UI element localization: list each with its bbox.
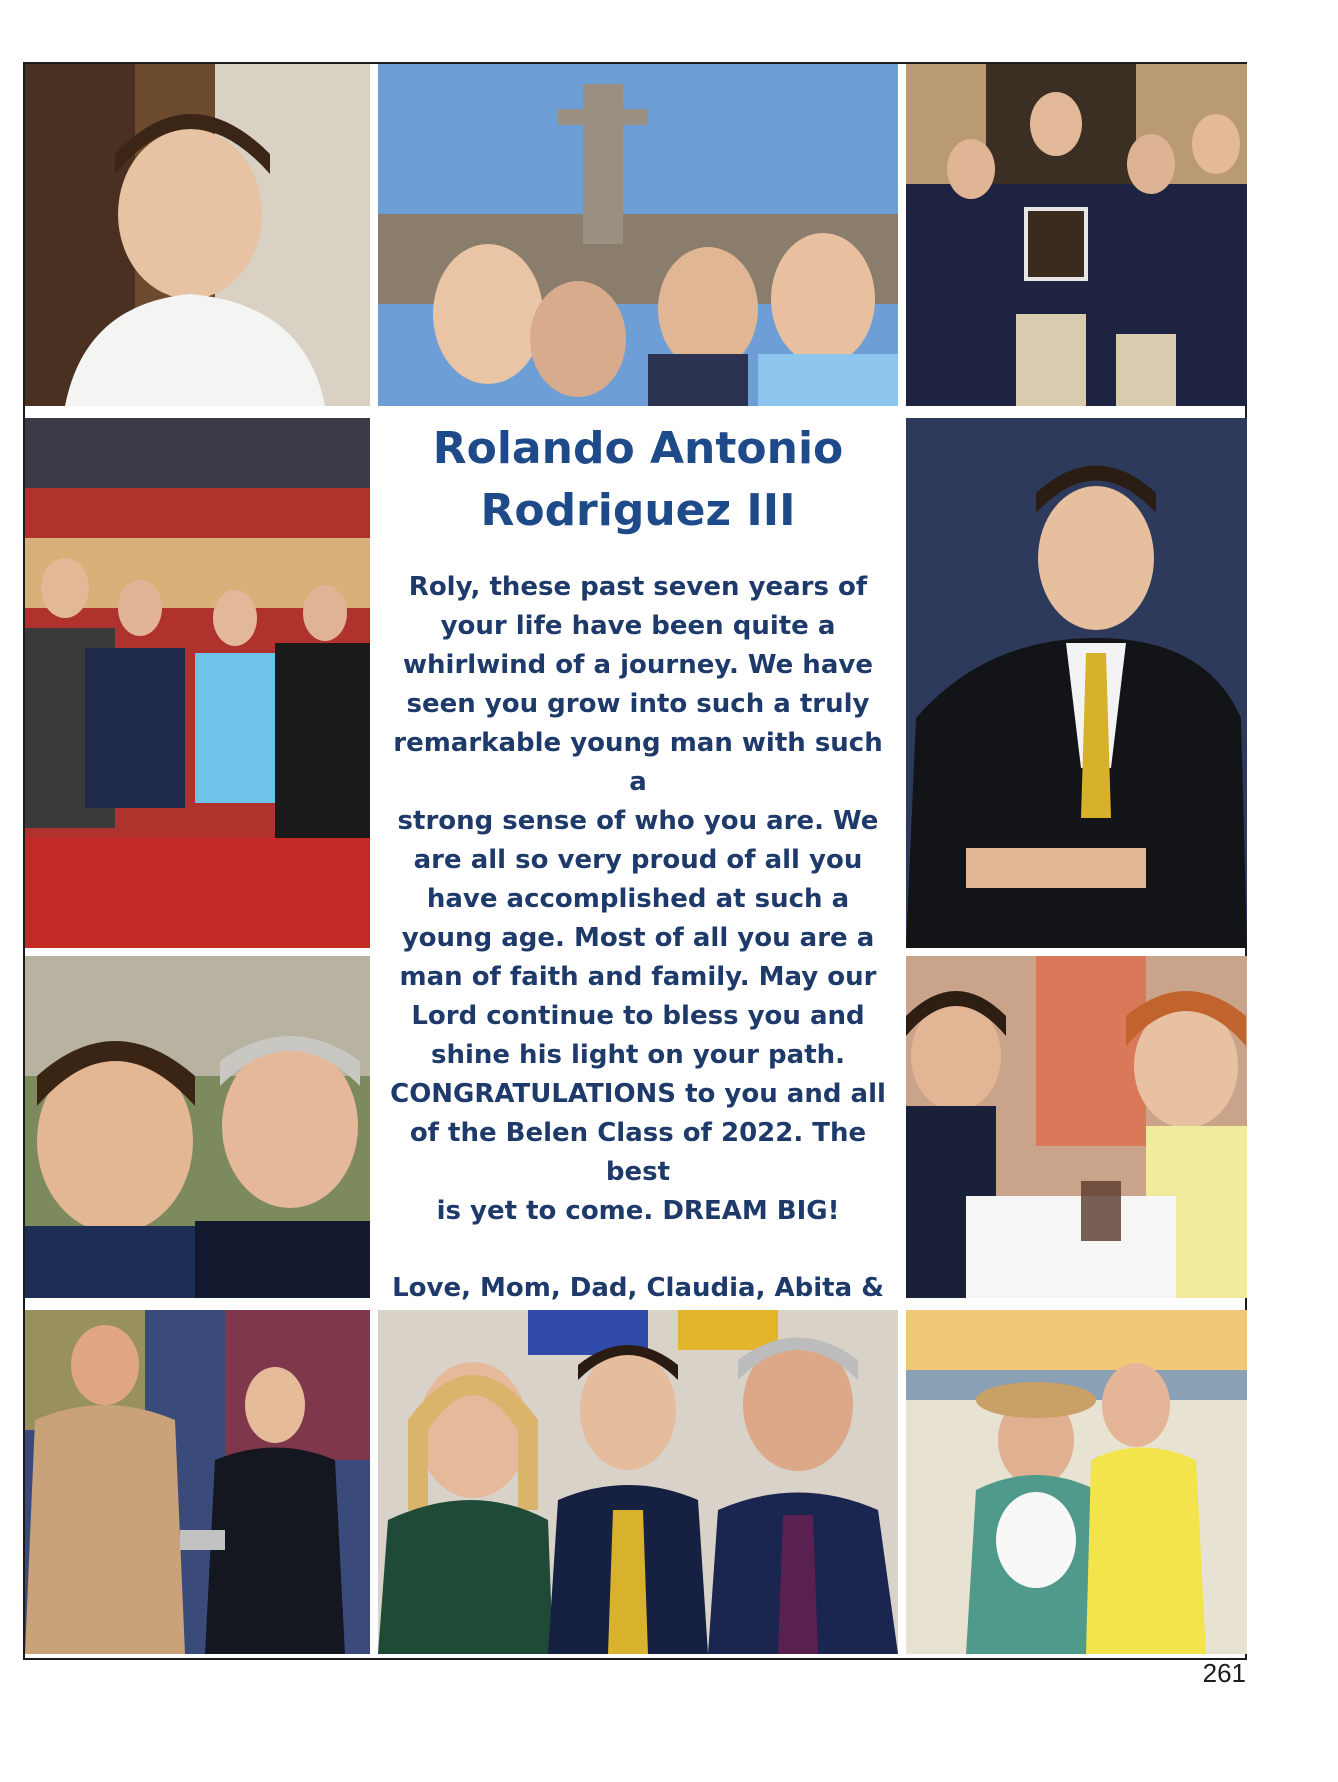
student-name-line-1: Rolando Antonio [432, 423, 844, 474]
photo-father-son [25, 956, 370, 1298]
photo-family-cross [378, 64, 898, 406]
photo-arena [25, 418, 370, 948]
message-line: strong sense of who you are. We [397, 806, 879, 836]
message-line: Lord continue to bless you and [411, 1001, 865, 1031]
message-line: your life have been quite a [440, 611, 836, 641]
tribute-text-block [380, 418, 896, 1318]
message-line: CONGRATULATIONS to you and all [390, 1079, 886, 1109]
photo-parents-graduate [378, 1310, 898, 1654]
student-name [380, 418, 896, 542]
page-number: 261 [1202, 1658, 1246, 1688]
message-line: remarkable young man with such a [393, 728, 883, 797]
photo-award-ceremony [25, 1310, 370, 1654]
message-line: whirlwind of a journey. We have [403, 650, 873, 680]
message-line: have accomplished at such a [426, 884, 850, 914]
photo-beach [906, 1310, 1247, 1654]
message-line: Roly, these past seven years of [408, 572, 868, 602]
message-line: are all so very proud of all you [413, 845, 863, 875]
student-name-line-2: Rodriguez III [480, 485, 796, 536]
tribute-message [380, 568, 896, 1231]
page-frame [23, 62, 1247, 1660]
message-line: man of faith and family. May our [399, 962, 877, 992]
signature-line-1: Love, Mom, Dad, Claudia, Abita & [392, 1273, 884, 1303]
photo-grandmother [906, 956, 1247, 1298]
message-line: is yet to come. DREAM BIG! [436, 1196, 840, 1226]
message-line: of the Belen Class of 2022. The best [409, 1118, 867, 1187]
message-line: seen you grow into such a truly [406, 689, 870, 719]
photo-award-group [906, 64, 1247, 406]
photo-child-portrait [25, 64, 370, 406]
message-line: young age. Most of all you are a [401, 923, 875, 953]
photo-formal-portrait [906, 418, 1247, 948]
message-line: shine his light on your path. [430, 1040, 846, 1070]
